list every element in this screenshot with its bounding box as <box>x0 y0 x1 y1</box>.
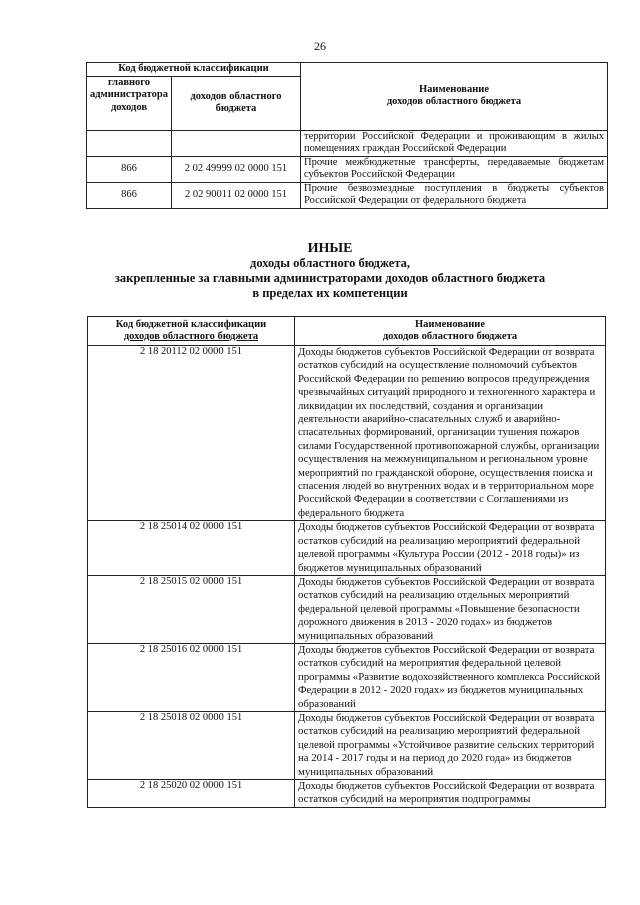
cell-admin <box>87 130 172 156</box>
header-revenue-name <box>300 63 607 131</box>
cell-code: 2 18 25014 02 0000 151 <box>88 521 295 576</box>
cell-code: 2 18 25018 02 0000 151 <box>88 711 295 779</box>
cell-code: 2 02 90011 02 0000 151 <box>171 182 300 208</box>
table-row <box>87 156 608 182</box>
cell-name: территории Российской Федерации и проживающим в жилых помещениях граждан Российской Федерации <box>300 130 607 156</box>
header-classification-code: Код бюджетной классификации <box>87 63 301 77</box>
cell-name: Прочие межбюджетные трансферты, передаваемые бюджетам субъектов Российской Федерации <box>300 156 607 182</box>
header-code-line1: Код бюджетной классификации <box>115 318 267 330</box>
cell-code: 2 02 49999 02 0000 151 <box>171 156 300 182</box>
table-row <box>88 346 606 521</box>
cell-name: Доходы бюджетов субъектов Российской Федерации от возврата остатков субсидий на реализацию мероприятий федеральной целевой программы «Культура России (2012 - 2018 годы)» из бюджетов муниципальных образований <box>295 521 606 576</box>
table-row <box>88 711 606 779</box>
table-header-row <box>88 317 606 346</box>
heading-line2: доходы областного бюджета, <box>250 256 410 270</box>
table-header-row <box>87 63 608 77</box>
table-row <box>88 521 606 576</box>
header-name-line1: Наименование <box>418 83 489 95</box>
header-chief-administrator: главного администратора доходов <box>87 76 172 130</box>
table-row <box>88 780 606 808</box>
cell-code: 2 18 25020 02 0000 151 <box>88 780 295 808</box>
cell-name: Доходы бюджетов субъектов Российской Федерации от возврата остатков субсидий на реализацию мероприятий федеральной целевой программы «Устойчивое развитие сельских территорий на 2014 - 2017 годы и на период до 2020 года» из бюджетов муниципальных образований <box>295 711 606 779</box>
cell-name: Доходы бюджетов субъектов Российской Федерации от возврата остатков субсидий на мероприятия подпрограммы <box>295 780 606 808</box>
heading-line4: в пределах их компетенции <box>252 286 408 300</box>
header-name-line2: доходов областного бюджета <box>382 331 518 342</box>
header-income-code: доходов областного бюджета <box>171 76 300 130</box>
header-code <box>88 317 295 346</box>
page-number: 26 <box>314 39 326 53</box>
table-row <box>87 130 608 156</box>
cell-admin: 866 <box>87 182 172 208</box>
budget-codes-table <box>86 62 608 209</box>
cell-code: 2 18 25016 02 0000 151 <box>88 643 295 711</box>
cell-code: 2 18 25015 02 0000 151 <box>88 575 295 643</box>
header-name-line1: Наименование <box>415 318 485 330</box>
cell-code <box>171 130 300 156</box>
section-heading <box>60 241 600 301</box>
cell-name: Доходы бюджетов субъектов Российской Федерации от возврата остатков субсидий на осуществление полномочий субъектов Российской Федерации по решению вопросов предупреждения чрезвычайных ситуаций природного и техногенного характера и ликвидации их последствий, создания и организации деятельности аварийно-спасательных служб и аварийно-спасательных формирований, организации тушения пожаров силами Государственной противопожарной службы, организации осуществления на межмуниципальном и региональном уровне мероприятий по гражданской обороне, осуществления поиска и спасения людей во внутренних водах и в территориальном море Российской Федерации в соответствии с Соглашениями из федерального бюджета <box>295 346 606 521</box>
header-code-line2: доходов областного бюджета <box>123 331 259 342</box>
cell-admin: 866 <box>87 156 172 182</box>
cell-code: 2 18 20112 02 0000 151 <box>88 346 295 521</box>
table-row <box>88 575 606 643</box>
table-row <box>88 643 606 711</box>
header-name-line2: доходов областного бюджета <box>386 96 522 108</box>
heading-line1: ИНЫЕ <box>307 241 353 256</box>
table-row <box>87 182 608 208</box>
other-revenues-table <box>87 316 606 808</box>
header-name <box>295 317 606 346</box>
heading-line3: закрепленные за главными администраторами доходов областного бюджета <box>114 271 546 285</box>
cell-name: Доходы бюджетов субъектов Российской Федерации от возврата остатков субсидий на мероприятия федеральной целевой программы «Развитие водохозяйственного комплекса Российской Федерации в 2012 - 2020 годах» из бюджетов муниципальных образований <box>295 643 606 711</box>
cell-name: Доходы бюджетов субъектов Российской Федерации от возврата остатков субсидий на реализацию отдельных мероприятий федеральной целевой программы «Повышение безопасности дорожного движения в 2013 - 2020 годах» из бюджетов муниципальных образований <box>295 575 606 643</box>
cell-name: Прочие безвозмездные поступления в бюджеты субъектов Российской Федерации от федерального бюджета <box>300 182 607 208</box>
